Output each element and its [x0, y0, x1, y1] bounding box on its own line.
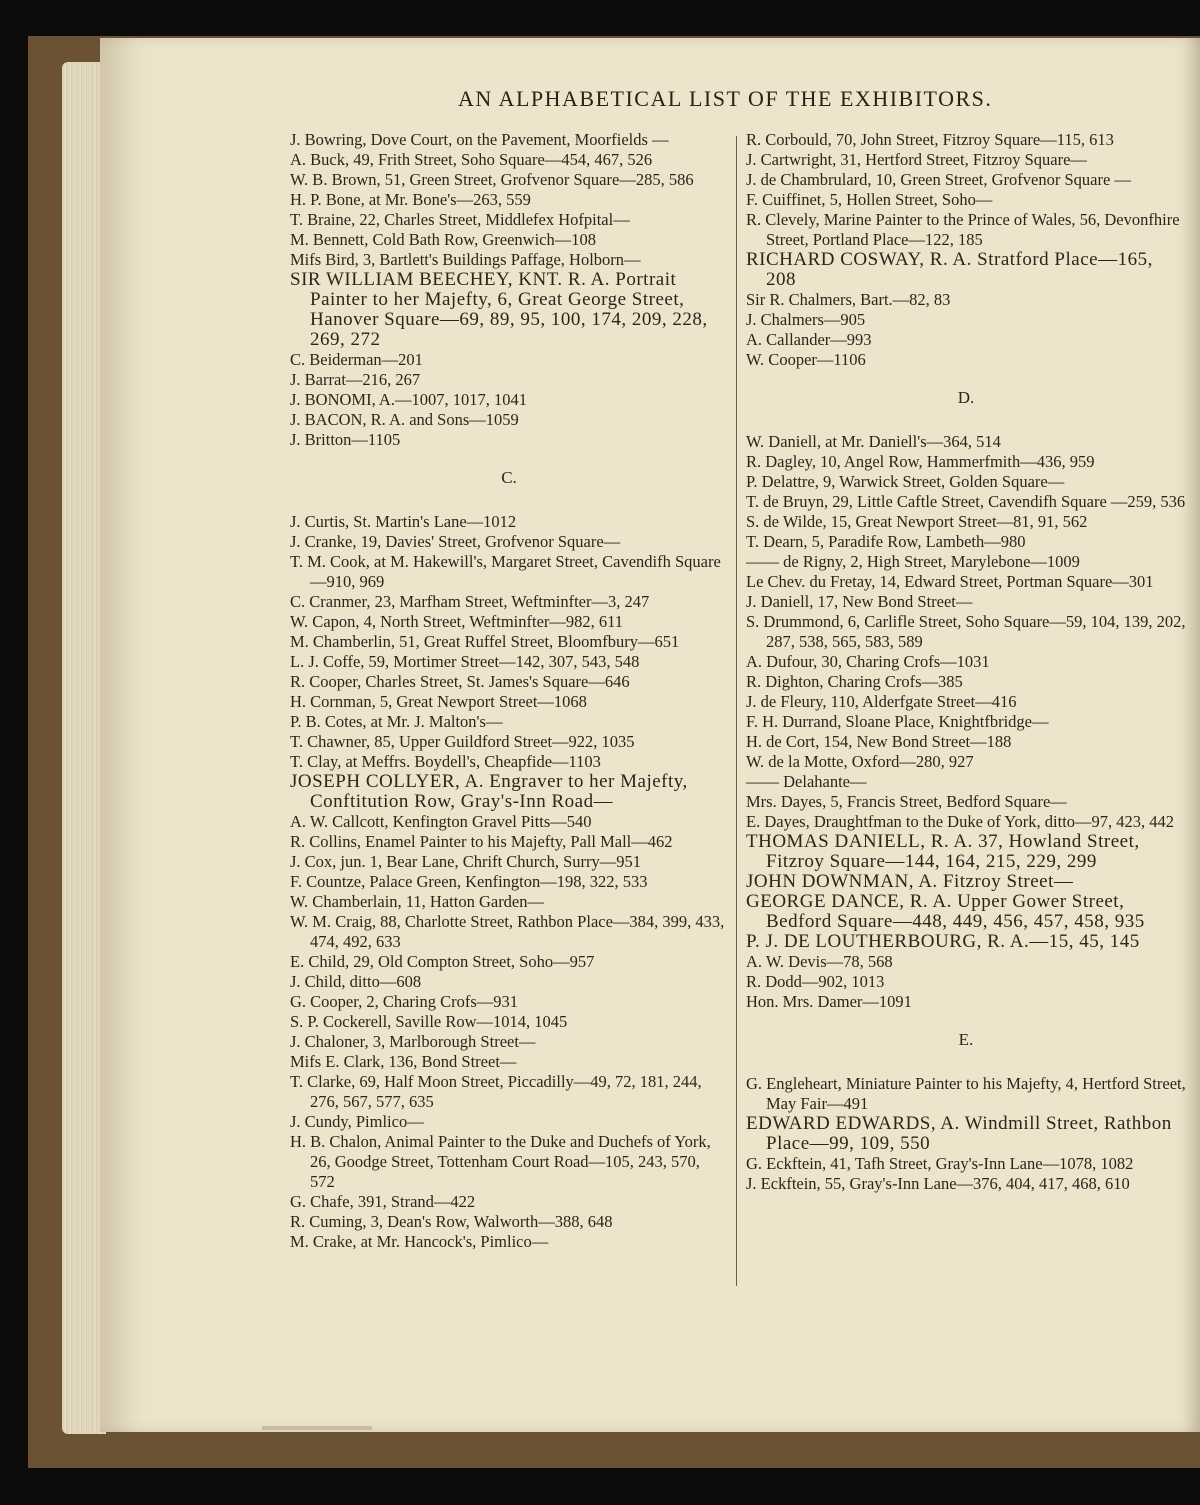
entry: F. Cuiffinet, 5, Hollen Street, Soho— [746, 190, 993, 209]
entry: L. J. Coffe, 59, Mortimer Street—142, 307, 543, 548 [290, 652, 640, 671]
entry: H. de Cort, 154, New Bond Street—188 [746, 732, 1012, 751]
entry: W. Cooper—1106 [746, 350, 866, 369]
entry: H. Cornman, 5, Great Newport Street—1068 [290, 692, 587, 711]
entry: S. P. Cockerell, Saville Row—1014, 1045 [290, 1012, 568, 1031]
entry: C. Beiderman—201 [290, 350, 423, 369]
section-b-entries [290, 130, 728, 450]
entry: J. Cundy, Pimlico— [290, 1112, 424, 1131]
entry: R. Dighton, Charing Crofs—385 [746, 672, 963, 691]
entry: J. BONOMI, A.—1007, 1017, 1041 [290, 390, 527, 409]
entry: W. de la Motte, Oxford—280, 927 [746, 752, 974, 771]
entry: R. Dodd—902, 1013 [746, 972, 885, 991]
column-divider [736, 136, 737, 1286]
entry: RICHARD COSWAY, R. A. Stratford Place—165, 208 [746, 249, 1153, 290]
entry: J. Eckftein, 55, Gray's-Inn Lane—376, 404, 417, 468, 610 [746, 1174, 1130, 1193]
entry: A. W. Devis—78, 568 [746, 952, 893, 971]
entry: Hon. Mrs. Damer—1091 [746, 992, 912, 1011]
entry: T. de Bruyn, 29, Little Caftle Street, Cavendifh Square —259, 536 [746, 492, 1186, 511]
entry: J. BACON, R. A. and Sons—1059 [290, 410, 519, 429]
entry: T. Chawner, 85, Upper Guildford Street—922, 1035 [290, 732, 635, 751]
entry: A. Buck, 49, Frith Street, Soho Square—454, 467, 526 [290, 150, 653, 169]
entry: Mrs. Dayes, 5, Francis Street, Bedford Square— [746, 792, 1067, 811]
entry: P. Delattre, 9, Warwick Street, Golden Square— [746, 472, 1065, 491]
section-heading-c: C. [501, 468, 517, 487]
entry: S. de Wilde, 15, Great Newport Street—81, 91, 562 [746, 512, 1088, 531]
entry: JOHN DOWNMAN, A. Fitzroy Street— [746, 871, 1074, 892]
right-column [746, 130, 1186, 1194]
entry: M. Bennett, Cold Bath Row, Greenwich—108 [290, 230, 596, 249]
entry: E. Child, 29, Old Compton Street, Soho—957 [290, 952, 595, 971]
entry: T. Clarke, 69, Half Moon Street, Piccadilly—49, 72, 181, 244, 276, 567, 577, 635 [290, 1072, 702, 1111]
entry: SIR WILLIAM BEECHEY, KNT. R. A. Portrait Painter to her Majefty, 6, Great George Street, Hanover Square—69, 89, 95, 100, 174, 209, 228, 269, 272 [290, 269, 708, 350]
entry: A. W. Callcott, Kenfington Gravel Pitts—540 [290, 812, 592, 831]
entry: M. Crake, at Mr. Hancock's, Pimlico— [290, 1232, 549, 1251]
entry: JOSEPH COLLYER, A. Engraver to her Majefty, Conftitution Row, Gray's-Inn Road— [290, 771, 688, 812]
entry: R. Corbould, 70, John Street, Fitzroy Square—115, 613 [746, 130, 1114, 149]
entry: H. B. Chalon, Animal Painter to the Duke and Duchefs of York, 26, Goodge Street, Tottenham Court Road—105, 243, 570, 572 [290, 1132, 711, 1191]
entry: THOMAS DANIELL, R. A. 37, Howland Street, Fitzroy Square—144, 164, 215, 229, 299 [746, 831, 1140, 872]
entry: T. M. Cook, at M. Hakewill's, Margaret Street, Cavendifh Square—910, 969 [290, 552, 721, 591]
entry: EDWARD EDWARDS, A. Windmill Street, Rathbon Place—99, 109, 550 [746, 1113, 1172, 1154]
entry: R. Dagley, 10, Angel Row, Hammerfmith—436, 959 [746, 452, 1095, 471]
entry: R. Cuming, 3, Dean's Row, Walworth—388, 648 [290, 1212, 613, 1231]
entry: R. Clevely, Marine Painter to the Prince of Wales, 56, Devonfhire Street, Portland Place—122, 185 [746, 210, 1180, 249]
section-d-entries [746, 432, 1186, 1012]
entry: P. J. DE LOUTHERBOURG, R. A.—15, 45, 145 [746, 931, 1140, 952]
entry: —— Delahante— [746, 772, 867, 791]
entry: J. de Chambrulard, 10, Green Street, Grofvenor Square — [746, 170, 1131, 189]
entry: W. Daniell, at Mr. Daniell's—364, 514 [746, 432, 1001, 451]
entry: W. M. Craig, 88, Charlotte Street, Rathbon Place—384, 399, 433, 474, 492, 633 [290, 912, 725, 951]
entry: Mifs E. Clark, 136, Bond Street— [290, 1052, 517, 1071]
entry: W. Chamberlain, 11, Hatton Garden— [290, 892, 545, 911]
entry: C. Cranmer, 23, Marfham Street, Weftminfter—3, 247 [290, 592, 650, 611]
entry: G. Eckftein, 41, Tafh Street, Gray's-Inn Lane—1078, 1082 [746, 1154, 1134, 1173]
entry: J. Cox, jun. 1, Bear Lane, Chrift Church, Surry—951 [290, 852, 642, 871]
entry: J. Daniell, 17, New Bond Street— [746, 592, 973, 611]
entry: Le Chev. du Fretay, 14, Edward Street, Portman Square—301 [746, 572, 1154, 591]
entry: J. Chaloner, 3, Marlborough Street— [290, 1032, 536, 1051]
entry: A. Dufour, 30, Charing Crofs—1031 [746, 652, 990, 671]
entry: G. Cooper, 2, Charing Crofs—931 [290, 992, 519, 1011]
entry: J. Bowring, Dove Court, on the Pavement, Moorfields — [290, 130, 669, 149]
section-c-continued-entries [746, 130, 1186, 370]
page-edge-mark [262, 1426, 372, 1430]
entry: J. Britton—1105 [290, 430, 401, 449]
entry: M. Chamberlin, 51, Great Ruffel Street, Bloomfbury—651 [290, 632, 680, 651]
running-head: AN ALPHABETICAL LIST OF THE EXHIBITORS. [458, 86, 993, 111]
section-heading-e: E. [958, 1030, 974, 1049]
entry: H. P. Bone, at Mr. Bone's—263, 559 [290, 190, 531, 209]
entry: Sir R. Chalmers, Bart.—82, 83 [746, 290, 951, 309]
section-e-entries [746, 1074, 1186, 1194]
entry: J. Cartwright, 31, Hertford Street, Fitzroy Square— [746, 150, 1087, 169]
entry: F. Countze, Palace Green, Kenfington—198, 322, 533 [290, 872, 648, 891]
entry: F. H. Durrand, Sloane Place, Knightfbridge— [746, 712, 1049, 731]
entry: G. Engleheart, Miniature Painter to his Majefty, 4, Hertford Street, May Fair—491 [746, 1074, 1186, 1113]
entry: J. Curtis, St. Martin's Lane—1012 [290, 512, 517, 531]
entry: GEORGE DANCE, R. A. Upper Gower Street, Bedford Square—448, 449, 456, 457, 458, 935 [746, 891, 1145, 932]
entry: G. Chafe, 391, Strand—422 [290, 1192, 476, 1211]
entry: J. Cranke, 19, Davies' Street, Grofvenor Square— [290, 532, 621, 551]
section-c-entries [290, 512, 728, 1252]
entry: J. de Fleury, 110, Alderfgate Street—416 [746, 692, 1017, 711]
entry: T. Clay, at Meffrs. Boydell's, Cheapfide—1103 [290, 752, 601, 771]
entry: A. Callander—993 [746, 330, 872, 349]
section-heading-d: D. [957, 388, 975, 407]
entry: W. B. Brown, 51, Green Street, Grofvenor Square—285, 586 [290, 170, 694, 189]
entry: S. Drummond, 6, Carlifle Street, Soho Square—59, 104, 139, 202, 287, 538, 565, 583, 589 [746, 612, 1186, 651]
entry: E. Dayes, Draughtfman to the Duke of York, ditto—97, 423, 442 [746, 812, 1175, 831]
entry: R. Collins, Enamel Painter to his Majefty, Pall Mall—462 [290, 832, 673, 851]
entry: —— de Rigny, 2, High Street, Marylebone—1009 [746, 552, 1080, 571]
entry: T. Braine, 22, Charles Street, Middlefex Hofpital— [290, 210, 630, 229]
entry: T. Dearn, 5, Paradife Row, Lambeth—980 [746, 532, 1026, 551]
entry: Mifs Bird, 3, Bartlett's Buildings Paffage, Holborn— [290, 250, 641, 269]
entry: J. Barrat—216, 267 [290, 370, 421, 389]
entry: J. Child, ditto—608 [290, 972, 422, 991]
entry: W. Capon, 4, North Street, Weftminfter—982, 611 [290, 612, 624, 631]
entry: R. Cooper, Charles Street, St. James's Square—646 [290, 672, 630, 691]
entry: J. Chalmers—905 [746, 310, 866, 329]
entry: P. B. Cotes, at Mr. J. Malton's— [290, 712, 503, 731]
left-column [290, 130, 728, 1252]
